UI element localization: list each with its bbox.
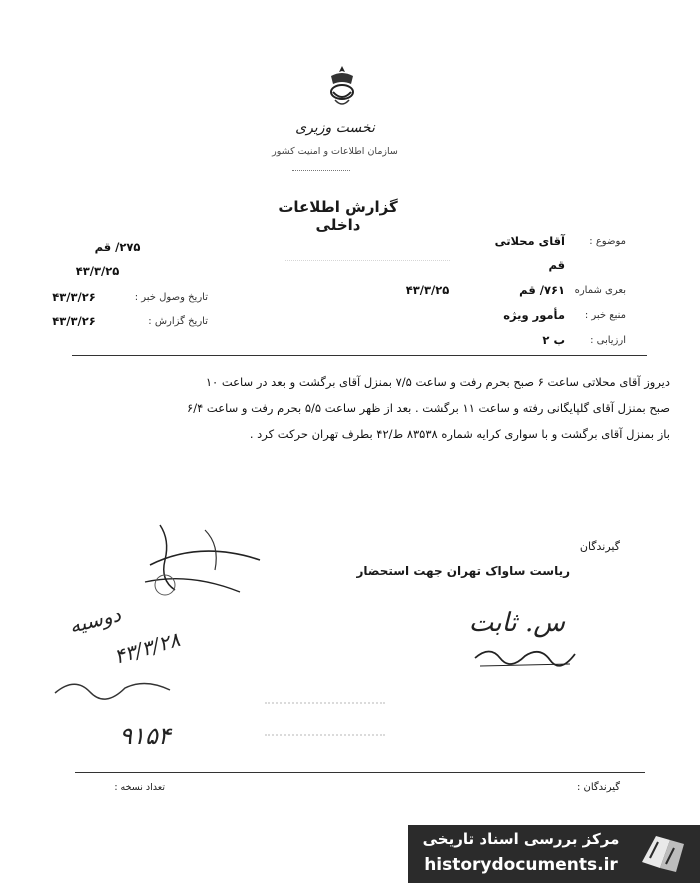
header-divider [72, 355, 647, 356]
file-number: ۹۱۵۴ [119, 722, 171, 750]
watermark-line-2: historydocuments.ir [424, 855, 618, 875]
footer-divider [75, 772, 645, 773]
body-line-3: باز بمنزل آقای برگشت و با سواری کرایه شماره ۸۳۵۳۸ ط/۴۲ بطرف تهران حرکت کرد . [249, 427, 670, 441]
crown-emblem-icon [322, 62, 362, 112]
body-line-2: صبح بمنزل آقای گلپایگانی رفته و ساعت ۱۱ برگشت . بعد از ظهر ساعت ۵/۵ بحرم رفت و ساعت ۶/۴ [187, 401, 670, 415]
faint-marks [265, 702, 385, 736]
date-value: ۴۳/۳/۲۵ [75, 264, 120, 278]
faded-field-marks [285, 240, 450, 261]
archive-logo-icon [636, 828, 692, 880]
source-label: منبع خبر : [584, 310, 626, 321]
source-value: مأمور ویژه [503, 308, 565, 322]
evaluation-value: ب ۲ [542, 333, 565, 347]
margin-note: دوسیه [66, 602, 124, 638]
recipients-label: گیرندگان [579, 540, 620, 553]
record-number-label: بعری شماره [574, 285, 626, 296]
receipt-date-value: ۴۳/۳/۲۶ [52, 290, 96, 304]
report-date-value: ۴۳/۳/۲۶ [52, 314, 96, 328]
body-line-1: دیروز آقای محلاتی ساعت ۶ صبح بحرم رفت و ساعت ۷/۵ بمنزل آقای برگشت و بعد در ساعت ۱۰ [205, 375, 670, 389]
evaluation-label: ارزیابی : [590, 335, 626, 346]
ministry-heading: نخست وزیری [295, 120, 375, 136]
organization-heading: سازمان اطلاعات و امنیت کشور [272, 146, 398, 157]
report-date-label: تاریخ گزارش : [148, 316, 208, 327]
recipients-value: ریاست ساواک تهران جهت استحضار [356, 564, 570, 578]
subject-value: آقای محلاتی [494, 234, 565, 248]
organization-subline [292, 170, 350, 171]
receipt-date-label: تاریخ وصول خبر : [134, 292, 208, 303]
record-number-value: ۷۶۱/ قم [519, 283, 565, 297]
subject-label: موضوع : [589, 236, 626, 247]
number-value: ۲۷۵/ قم [94, 240, 141, 254]
footer-recipients-label: گیرندگان : [576, 782, 620, 793]
signature-scrawl [470, 640, 580, 670]
margin-date: ۴۳/۳/۲۸ [111, 627, 183, 669]
footer-copies-label: تعداد نسخه : [114, 782, 165, 793]
signature-name: س. ثابت [468, 608, 565, 638]
watermark-line-1: مرکز بررسی اسناد تاریخی [422, 830, 620, 848]
place-value: قم [548, 258, 565, 272]
record-date-value: ۴۳/۳/۲۵ [405, 283, 450, 297]
margin-scrawl [50, 668, 180, 708]
document-title: گزارش اطلاعات داخلی [278, 198, 398, 234]
